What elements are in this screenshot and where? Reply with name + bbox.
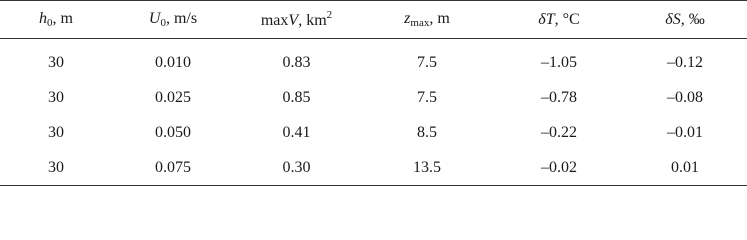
header-zmax-subscript: max xyxy=(410,17,430,29)
table-cell: –0.78 xyxy=(541,89,577,106)
table-cell: 30 xyxy=(48,124,64,141)
table-cell: 0.025 xyxy=(155,89,191,106)
table-cell: –0.08 xyxy=(667,89,703,106)
header-ds-unit: , ‰ xyxy=(680,10,705,28)
header-dt-unit: , °C xyxy=(554,10,580,28)
header-ds-symbol: δS xyxy=(665,10,681,28)
table-cell: 30 xyxy=(0,151,112,186)
table-row xyxy=(0,39,747,81)
header-u0 xyxy=(112,1,234,39)
table-cell: 0.83 xyxy=(282,53,311,71)
table-cell: –0.12 xyxy=(667,53,703,71)
header-maxv-prefix: max xyxy=(260,12,289,29)
table-cell: 0.010 xyxy=(155,53,191,71)
header-maxv-unit: , km xyxy=(298,12,327,29)
table-row xyxy=(0,81,747,116)
header-dt-symbol: δT xyxy=(538,10,555,28)
table-cell: –0.02 xyxy=(495,151,623,186)
header-maxv-symbol: V xyxy=(288,12,299,29)
header-row xyxy=(0,1,747,39)
table-cell: 7.5 xyxy=(417,89,437,106)
table-cell: 30 xyxy=(48,89,64,106)
header-h0-subscript: 0 xyxy=(47,17,53,29)
header-dt xyxy=(495,1,623,39)
header-maxv xyxy=(234,1,359,39)
table-cell: 13.5 xyxy=(359,151,495,186)
table-row xyxy=(0,116,747,151)
table-cell: 0.01 xyxy=(623,151,747,186)
header-zmax-unit: , m xyxy=(429,10,450,27)
table-cell: 0.075 xyxy=(112,151,234,186)
header-zmax-symbol: z xyxy=(404,10,411,27)
table-cell: 0.41 xyxy=(282,124,311,141)
header-maxv-superscript: 2 xyxy=(326,9,333,21)
table-cell: –0.22 xyxy=(541,124,577,141)
header-u0-unit: , m/s xyxy=(165,10,198,27)
header-ds xyxy=(623,1,747,39)
header-h0-unit: , m xyxy=(52,10,73,27)
table-cell: 0.30 xyxy=(234,151,359,186)
table-cell: 7.5 xyxy=(417,53,437,71)
table-cell: 0.050 xyxy=(155,124,191,141)
table-cell: 0.85 xyxy=(282,89,311,106)
header-u0-subscript: 0 xyxy=(160,17,166,29)
header-u0-symbol: U xyxy=(148,10,161,27)
table-cell: 8.5 xyxy=(417,124,437,141)
header-zmax xyxy=(359,1,495,39)
header-h0 xyxy=(0,1,112,39)
table-row xyxy=(0,151,747,186)
table-cell: 30 xyxy=(48,53,64,71)
header-h0-symbol: h xyxy=(39,10,48,27)
table-cell: –0.01 xyxy=(667,124,703,141)
table-cell: –1.05 xyxy=(541,53,577,71)
